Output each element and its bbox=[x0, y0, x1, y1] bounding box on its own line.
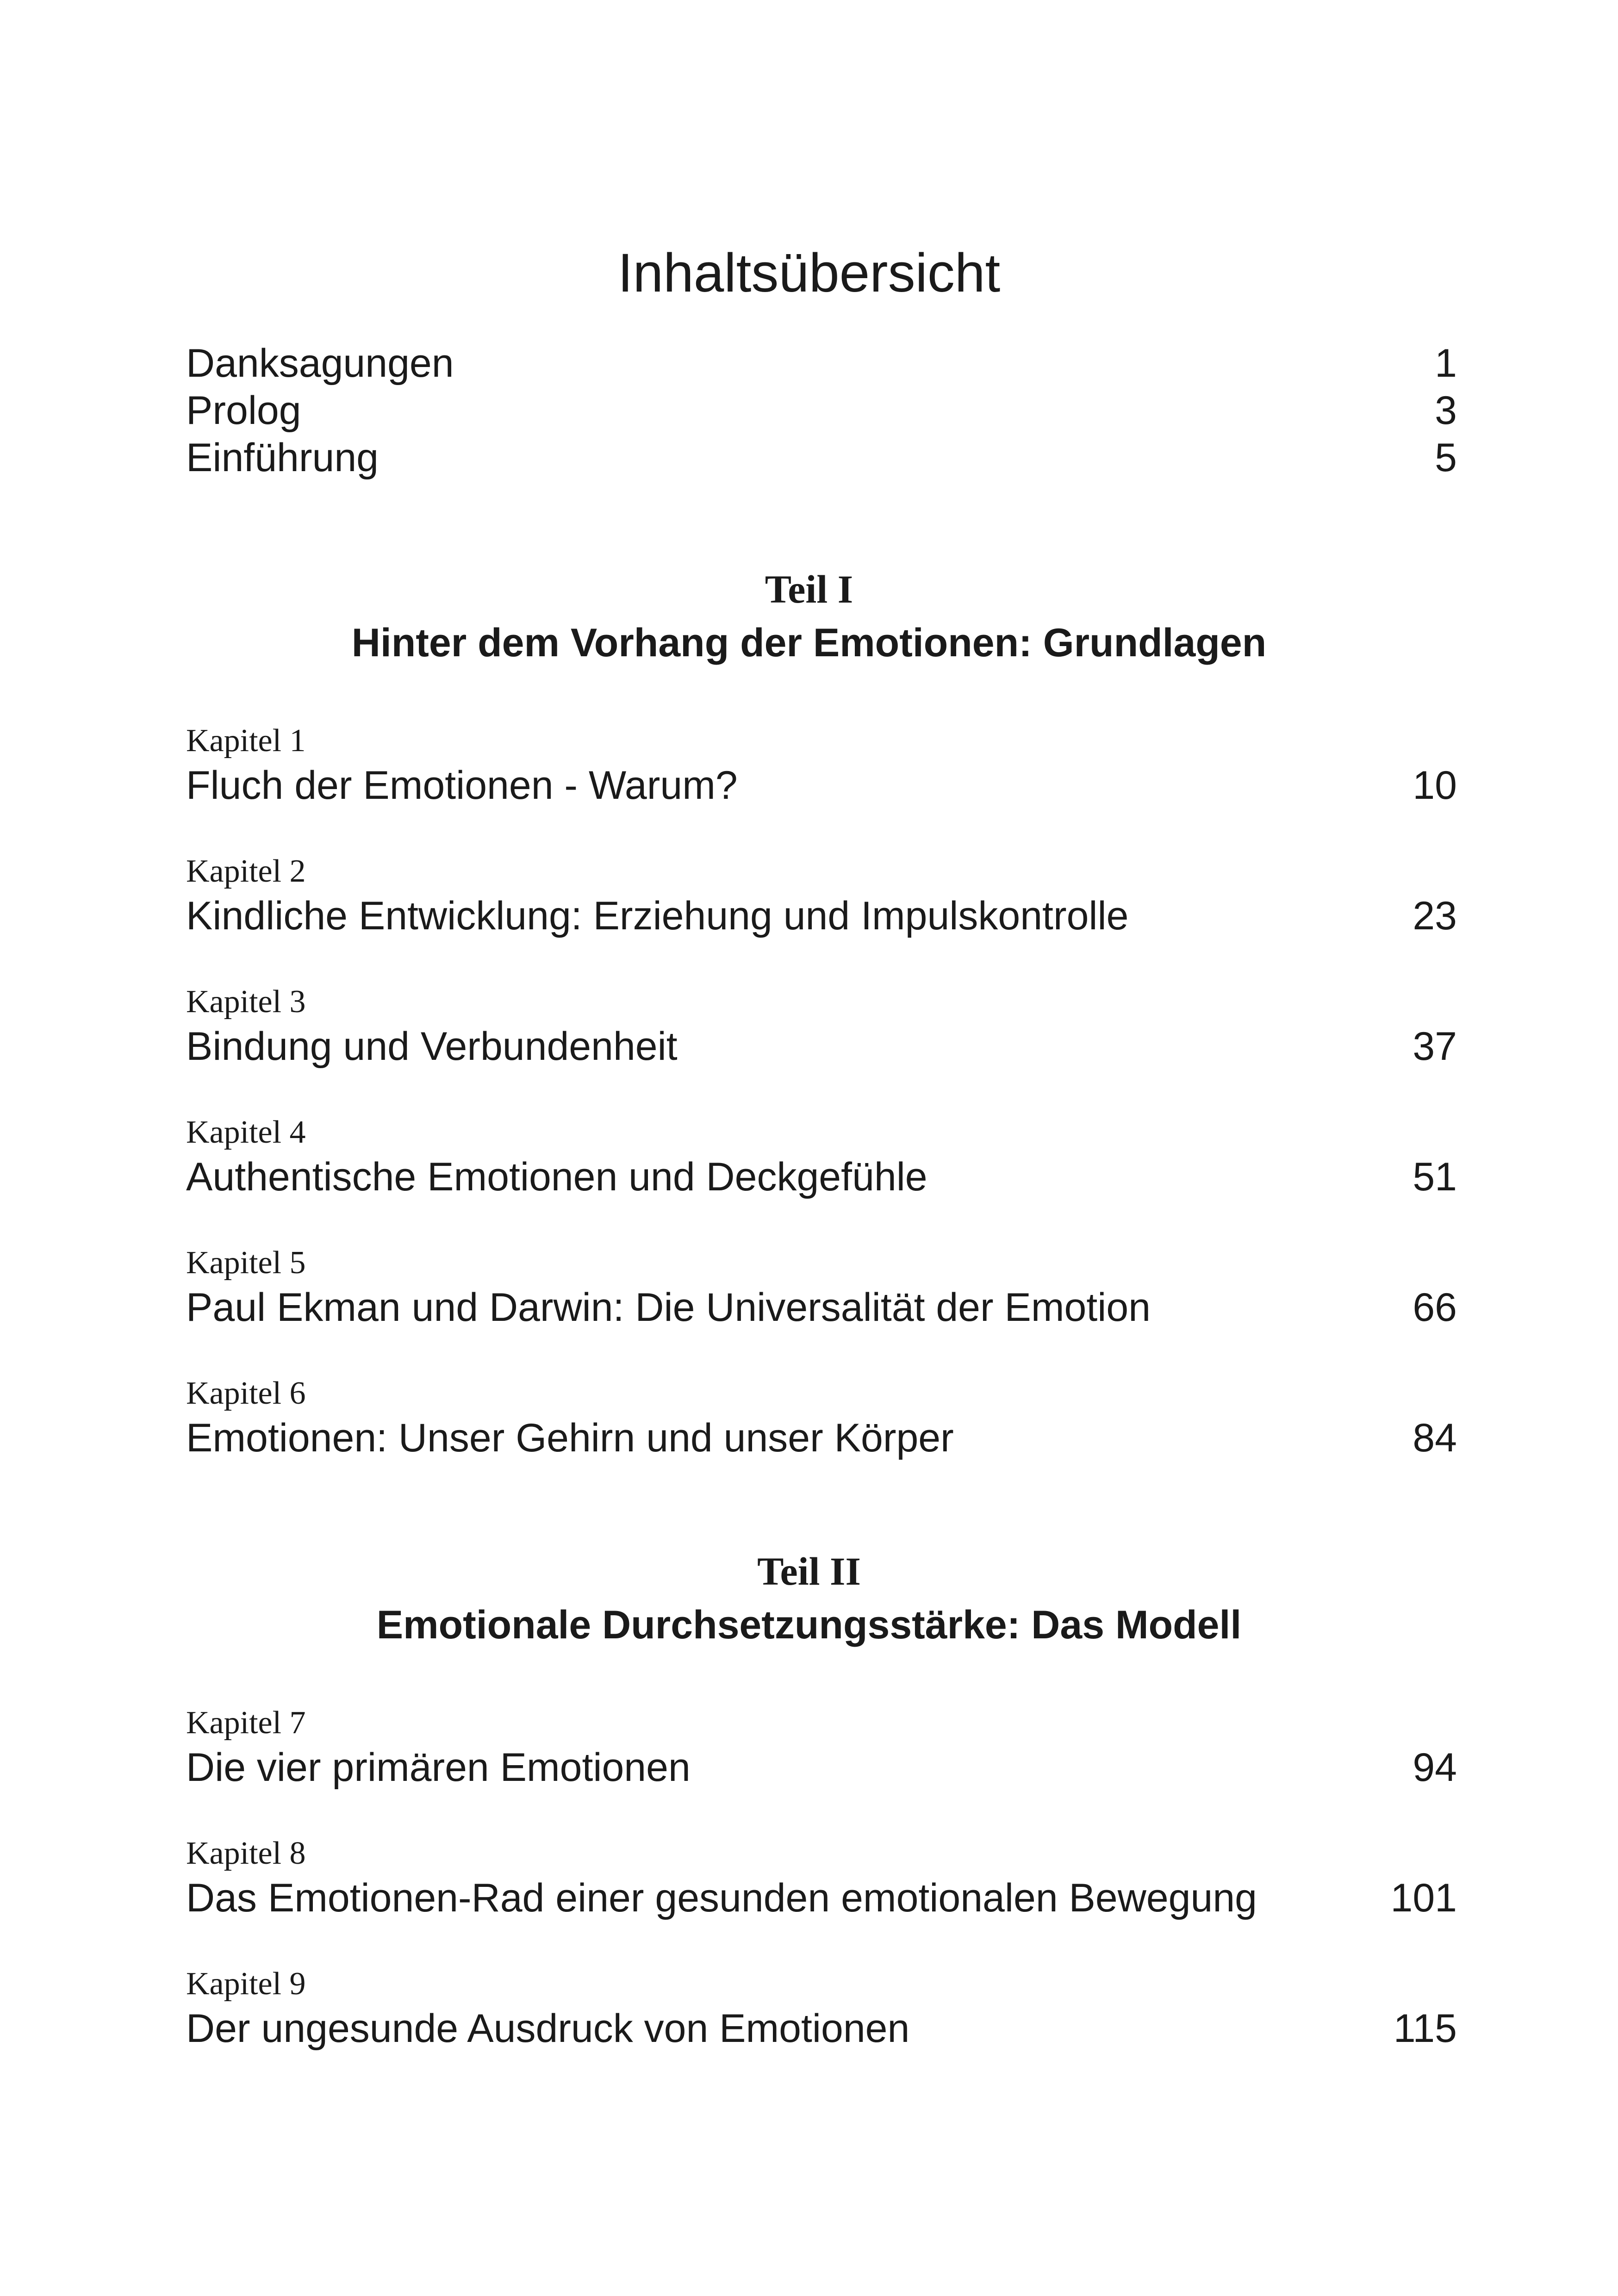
toc-entry-title: Emotionen: Unser Gehirn und unser Körper bbox=[186, 1416, 954, 1460]
toc-entry-chapter-2 bbox=[186, 890, 1457, 941]
toc-entry-title: Paul Ekman und Darwin: Die Universalität der Emotion bbox=[186, 1285, 1151, 1330]
toc-entry-page: 115 bbox=[1393, 2006, 1457, 2051]
toc-entry-page: 23 bbox=[1413, 894, 1457, 938]
toc-entry-title: Bindung und Verbundenheit bbox=[186, 1024, 678, 1069]
chapter-1-label: Kapitel 1 bbox=[186, 723, 306, 759]
toc-entry-title: Danksagungen bbox=[186, 341, 454, 386]
toc-entry-title: Das Emotionen-Rad einer gesunden emotionalen Bewegung bbox=[186, 1876, 1257, 1920]
toc-entry-page: 66 bbox=[1413, 1285, 1457, 1330]
toc-entry-einfuehrung bbox=[186, 432, 1457, 483]
toc-entry-title: Einführung bbox=[186, 436, 379, 480]
toc-entry-chapter-8 bbox=[186, 1873, 1457, 1923]
toc-entry-title: Der ungesunde Ausdruck von Emotionen bbox=[186, 2006, 910, 2051]
toc-entry-chapter-1 bbox=[186, 760, 1457, 811]
chapter-3-label: Kapitel 3 bbox=[186, 984, 306, 1020]
toc-entry-page: 51 bbox=[1413, 1155, 1457, 1199]
toc-entry-chapter-5 bbox=[186, 1282, 1457, 1333]
toc-entry-page: 94 bbox=[1413, 1745, 1457, 1790]
chapter-6-label: Kapitel 6 bbox=[186, 1375, 306, 1411]
toc-entry-title: Fluch der Emotionen - Warum? bbox=[186, 763, 738, 808]
toc-entry-danksagungen bbox=[186, 338, 1457, 389]
chapter-2-label: Kapitel 2 bbox=[186, 853, 306, 889]
part-2-label: Teil II bbox=[757, 1549, 861, 1593]
chapter-9-label: Kapitel 9 bbox=[186, 1966, 306, 2002]
chapter-5-label: Kapitel 5 bbox=[186, 1245, 306, 1281]
toc-entry-chapter-7 bbox=[186, 1742, 1457, 1793]
toc-entry-page: 101 bbox=[1390, 1876, 1457, 1920]
chapter-7-label: Kapitel 7 bbox=[186, 1705, 306, 1741]
toc-entry-prolog bbox=[186, 385, 1457, 436]
toc-entry-title: Authentische Emotionen und Deckgefühle bbox=[186, 1155, 927, 1199]
toc-entry-page: 10 bbox=[1413, 763, 1457, 808]
chapter-4-label: Kapitel 4 bbox=[186, 1114, 306, 1150]
toc-entry-page: 37 bbox=[1413, 1024, 1457, 1069]
chapter-8-label: Kapitel 8 bbox=[186, 1836, 306, 1871]
toc-entry-title: Kindliche Entwicklung: Erziehung und Impulskontrolle bbox=[186, 894, 1129, 938]
toc-entry-page: 84 bbox=[1413, 1416, 1457, 1460]
part-1-title: Hinter dem Vorhang der Emotionen: Grundlagen bbox=[351, 621, 1267, 665]
toc-entry-title: Prolog bbox=[186, 388, 301, 433]
toc-entry-chapter-6 bbox=[186, 1412, 1457, 1463]
part-2-title: Emotionale Durchsetzungsstärke: Das Modell bbox=[376, 1603, 1242, 1647]
toc-entry-page: 1 bbox=[1435, 341, 1457, 386]
toc-entry-chapter-4 bbox=[186, 1151, 1457, 1202]
toc-entry-chapter-9 bbox=[186, 2003, 1457, 2054]
page-title: Inhaltsübersicht bbox=[617, 243, 1001, 304]
toc-entry-title: Die vier primären Emotionen bbox=[186, 1745, 691, 1790]
part-1-label: Teil I bbox=[765, 567, 853, 611]
toc-entry-page: 3 bbox=[1435, 388, 1457, 433]
toc-entry-chapter-3 bbox=[186, 1021, 1457, 1072]
toc-entry-page: 5 bbox=[1435, 436, 1457, 480]
